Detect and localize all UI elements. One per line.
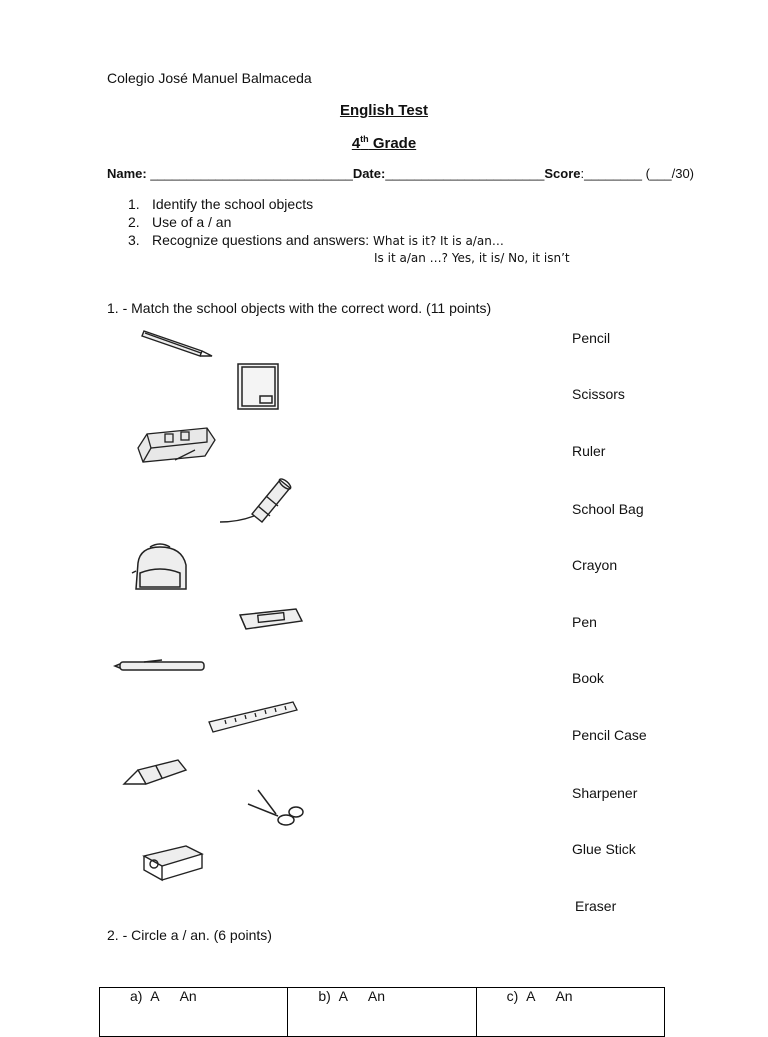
school-name: Colegio José Manuel Balmaceda: [107, 70, 312, 86]
scissors-icon[interactable]: [244, 788, 308, 836]
option-a[interactable]: A: [150, 988, 160, 1004]
date-blank[interactable]: ______________________: [385, 166, 545, 181]
table-cell: a) A An: [100, 988, 288, 1037]
table-cell: c) A An: [476, 988, 664, 1037]
match-word-ruler[interactable]: Ruler: [572, 443, 606, 459]
pencil-icon[interactable]: [140, 325, 215, 360]
grade-superscript: th: [360, 134, 369, 144]
option-a[interactable]: A: [526, 988, 536, 1004]
grade-number: 4: [351, 135, 361, 152]
match-word-glue-stick[interactable]: Glue Stick: [572, 841, 636, 857]
grade-title: [0, 134, 768, 152]
pen-icon[interactable]: [114, 657, 209, 677]
option-a[interactable]: A: [338, 988, 348, 1004]
school-bag-icon[interactable]: [130, 543, 190, 595]
table-cell: b) A An: [288, 988, 476, 1037]
score-blank[interactable]: :________ (___/30): [580, 166, 695, 181]
match-word-pencil[interactable]: Pencil: [572, 330, 611, 346]
option-an[interactable]: An: [367, 988, 386, 1004]
sharpener-icon[interactable]: [140, 838, 206, 882]
grade-word: Grade: [368, 135, 417, 152]
score-label: Score: [544, 166, 581, 181]
circle-a-an-table: [99, 987, 665, 1037]
objective-item: 1. Identify the school objects: [128, 196, 314, 212]
objective-item: 3. Recognize questions and answers: What is it? It is a/an…: [128, 232, 504, 248]
option-an[interactable]: An: [179, 988, 197, 1004]
question-1-heading: 1. - Match the school objects with the correct word. (11 points): [107, 300, 492, 316]
objective-item: 2. Use of a / an: [128, 214, 232, 230]
match-word-sharpener[interactable]: Sharpener: [572, 785, 638, 801]
table-row: [100, 988, 665, 1037]
match-word-pencil-case[interactable]: Pencil Case: [572, 727, 647, 743]
question-2-heading: 2. - Circle a / an. (6 points): [107, 927, 272, 943]
date-label: Date:: [352, 166, 386, 181]
eraser-icon[interactable]: [236, 605, 306, 633]
name-label: Name:: [107, 166, 147, 181]
match-word-eraser[interactable]: Eraser: [575, 898, 617, 914]
name-blank[interactable]: ____________________________: [146, 166, 353, 181]
match-word-scissors[interactable]: Scissors: [572, 386, 625, 402]
match-word-school-bag[interactable]: School Bag: [572, 501, 644, 517]
objective-continuation: Is it a/an …? Yes, it is/ No, it isn’t: [374, 251, 570, 265]
match-word-crayon[interactable]: Crayon: [572, 557, 618, 573]
match-word-book[interactable]: Book: [572, 670, 604, 686]
book-icon[interactable]: [236, 362, 282, 412]
ruler-icon[interactable]: [205, 698, 300, 738]
glue-stick-icon[interactable]: [218, 476, 293, 528]
test-title: English Test: [339, 102, 429, 119]
match-word-pen[interactable]: Pen: [572, 614, 597, 630]
crayon-icon[interactable]: [120, 756, 192, 790]
option-an[interactable]: An: [555, 988, 573, 1004]
pencil-case-icon[interactable]: [135, 420, 220, 470]
student-info-line: [107, 166, 694, 181]
